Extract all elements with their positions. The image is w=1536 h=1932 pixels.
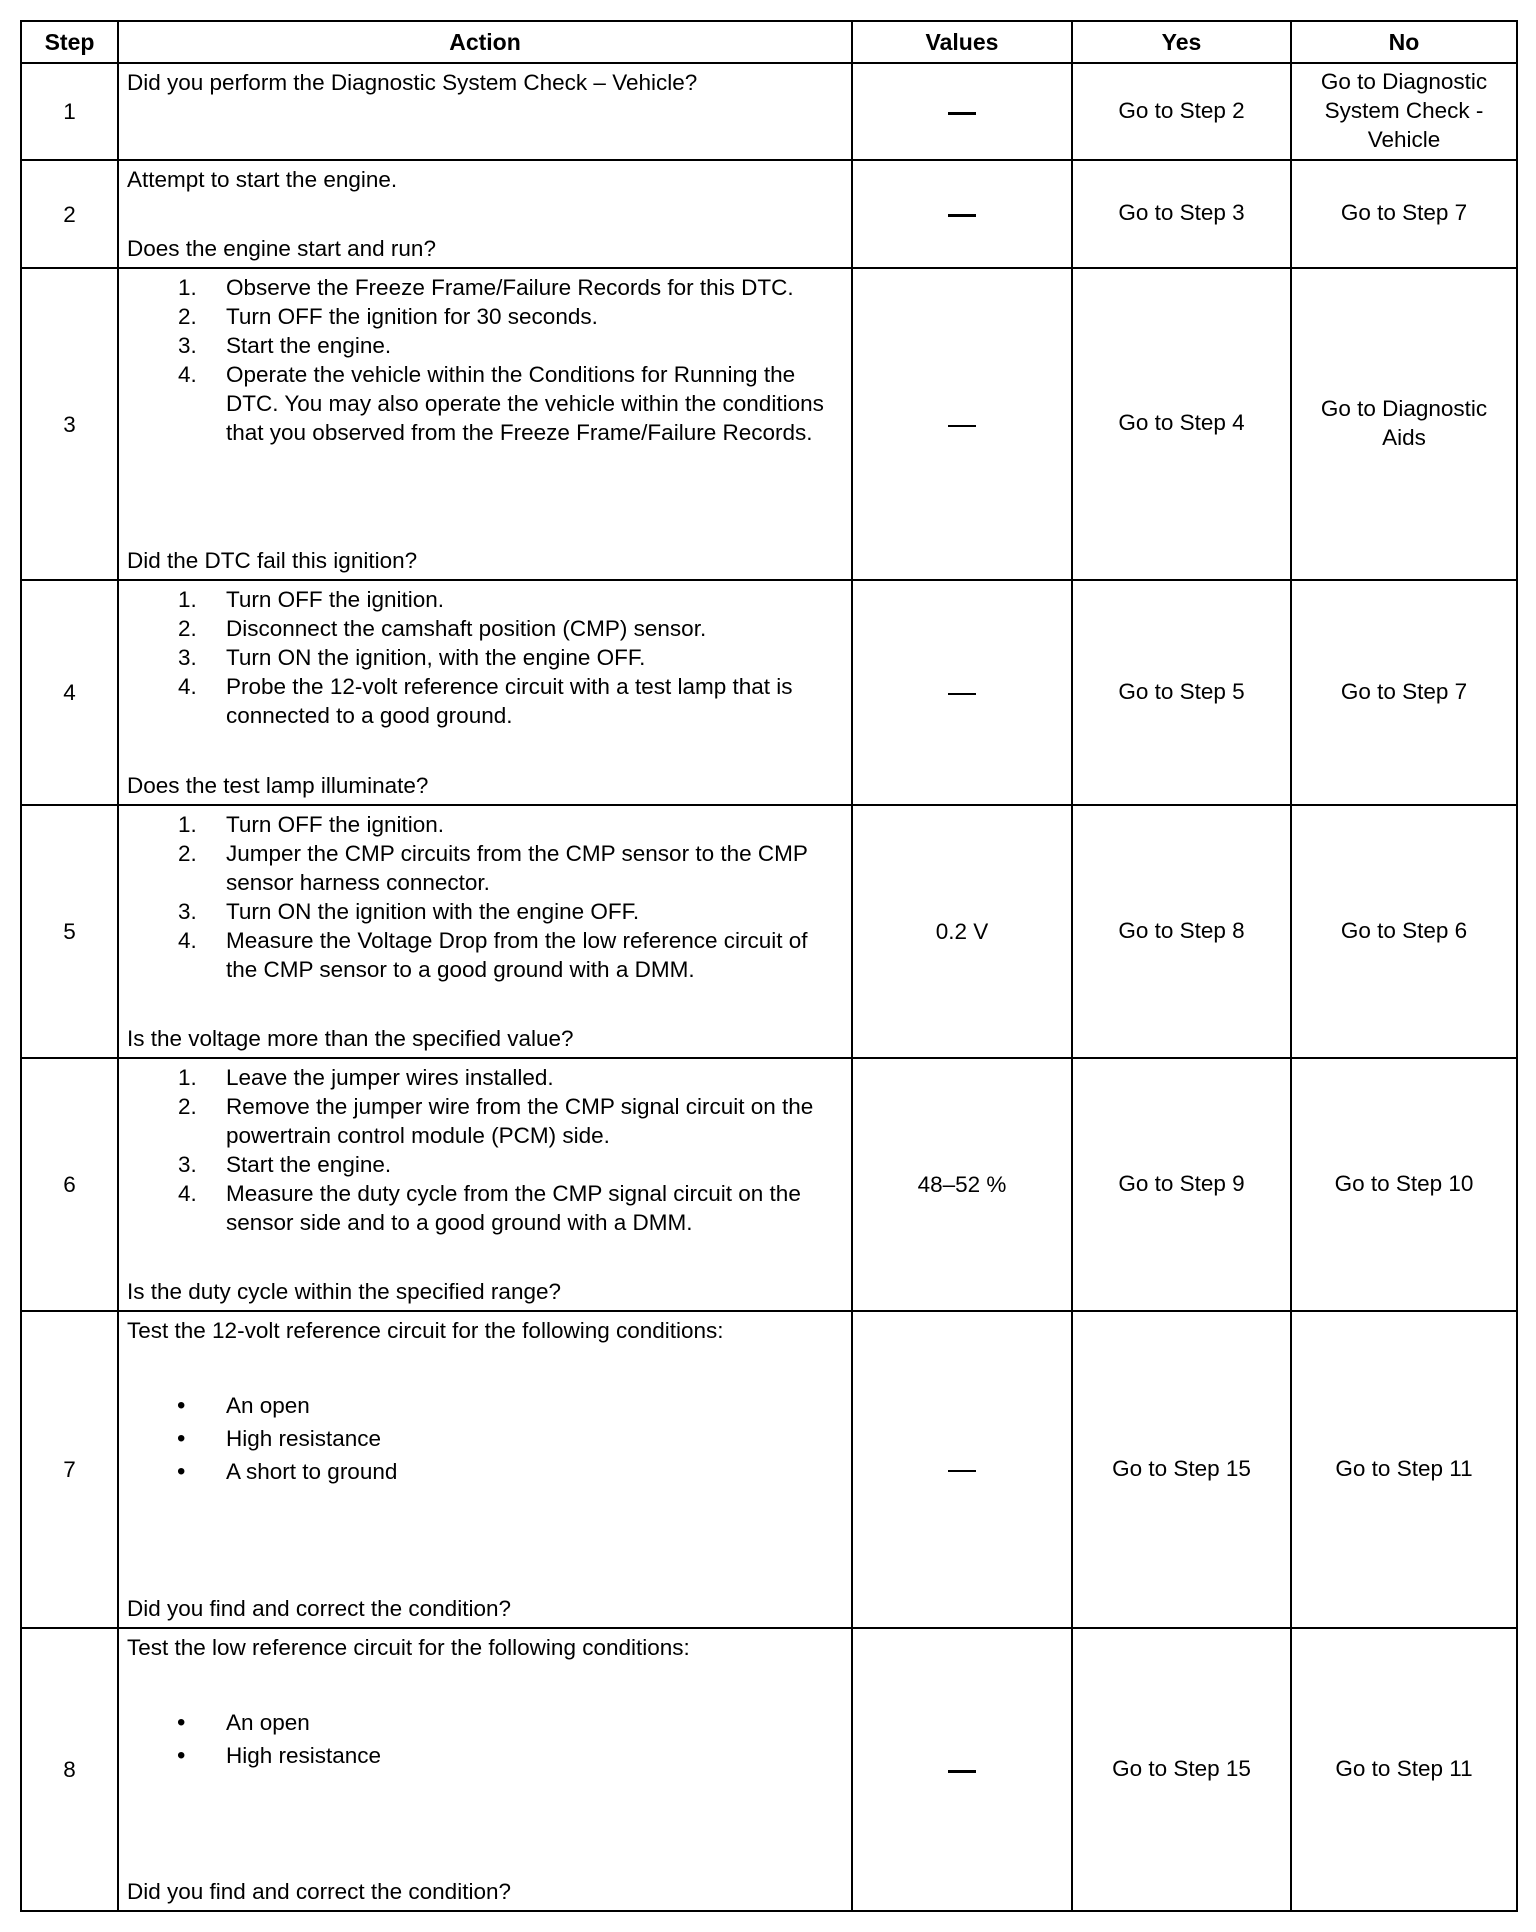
- values-cell: 0.2 V: [852, 805, 1072, 1058]
- values-cell: [852, 1311, 1072, 1628]
- step-number: 6: [21, 1058, 118, 1311]
- table-row-step-1: [21, 63, 1517, 160]
- substep-list: [127, 1063, 843, 1237]
- yes-cell: [1072, 1628, 1291, 1911]
- list-item: • An open: [127, 1706, 843, 1739]
- values-cell: [852, 63, 1072, 160]
- no-cell: [1291, 63, 1517, 160]
- header-values: Values: [852, 21, 1072, 63]
- list-item: 1. Turn OFF the ignition.: [178, 812, 445, 837]
- list-item: 3. Turn ON the ignition with the engine OFF.: [178, 899, 640, 924]
- no-cell: [1291, 1628, 1517, 1911]
- list-item: 3. Start the engine.: [178, 333, 392, 358]
- no-link[interactable]: Go to Diagnostic Aids: [1320, 395, 1488, 450]
- table-row-step-3: [21, 268, 1517, 580]
- diagnostic-table: [20, 20, 1518, 1912]
- action-cell: [118, 160, 852, 268]
- list-item: • An open: [127, 1389, 843, 1422]
- header-action: Action: [118, 21, 852, 63]
- header-yes: Yes: [1072, 21, 1291, 63]
- yes-link[interactable]: Go to Step 9: [1118, 1170, 1245, 1196]
- header-no: No: [1291, 21, 1517, 63]
- action-question: Did you find and correct the condition?: [127, 1596, 511, 1621]
- table-row-step-2: [21, 160, 1517, 268]
- yes-link[interactable]: Go to Step 3: [1118, 200, 1245, 225]
- list-item: 2. Remove the jumper wire from the CMP signal circuit on the powertrain control module (PCM) side.: [178, 1094, 814, 1148]
- header-step: Step: [21, 21, 118, 63]
- step-number: 3: [21, 268, 118, 580]
- step-number: 4: [21, 580, 118, 805]
- yes-link[interactable]: Go to Step 8: [1118, 917, 1245, 943]
- values-cell: [852, 268, 1072, 580]
- no-link[interactable]: Go to Step 11: [1335, 1455, 1473, 1481]
- values-cell: [852, 160, 1072, 268]
- yes-link[interactable]: Go to Step 2: [1118, 97, 1245, 123]
- values-dash: [948, 425, 976, 427]
- list-item: 4. Measure the Voltage Drop from the low reference circuit of the CMP sensor to a good ground with a DMM.: [178, 928, 808, 982]
- list-item: 4. Operate the vehicle within the Conditions for Running the DTC. You may also operate the vehicle within the conditions that you observed from the Freeze Frame/Failure Records.: [178, 362, 824, 445]
- yes-cell: [1072, 580, 1291, 805]
- substep-list: [127, 273, 843, 447]
- condition-list: [127, 1389, 843, 1488]
- action-cell: [118, 268, 852, 580]
- values-dash: [948, 1470, 976, 1472]
- yes-link[interactable]: Go to Step 15: [1112, 1755, 1251, 1781]
- action-question: Is the duty cycle within the specified range?: [127, 1279, 561, 1304]
- no-link[interactable]: Go to Step 6: [1340, 917, 1468, 943]
- action-question: Did you find and correct the condition?: [127, 1879, 511, 1904]
- no-cell: [1291, 160, 1517, 268]
- list-item: 4. Probe the 12-volt reference circuit with a test lamp that is connected to a good ground.: [178, 674, 793, 728]
- no-cell: [1291, 268, 1517, 580]
- list-item: 1. Observe the Freeze Frame/Failure Records for this DTC.: [178, 275, 794, 300]
- step-number: 2: [21, 160, 118, 268]
- no-link[interactable]: Go to Step 11: [1335, 1755, 1473, 1781]
- values-dash: [948, 112, 976, 115]
- action-cell: [118, 1058, 852, 1311]
- action-cell: [118, 805, 852, 1058]
- action-cell: [118, 580, 852, 805]
- yes-cell: [1072, 805, 1291, 1058]
- action-intro: Test the 12-volt reference circuit for the following conditions:: [127, 1318, 724, 1343]
- no-cell: [1291, 805, 1517, 1058]
- action-question: Did you perform the Diagnostic System Check – Vehicle?: [127, 70, 698, 95]
- list-item: 2. Jumper the CMP circuits from the CMP sensor to the CMP sensor harness connector.: [178, 841, 808, 895]
- values-dash: [948, 1770, 976, 1773]
- action-cell: [118, 63, 852, 160]
- list-item: 3. Turn ON the ignition, with the engine OFF.: [178, 645, 646, 670]
- yes-link[interactable]: Go to Step 15: [1112, 1455, 1251, 1481]
- values-cell: [852, 1628, 1072, 1911]
- values-cell: 48–52 %: [852, 1058, 1072, 1311]
- yes-cell: [1072, 268, 1291, 580]
- values-dash: [948, 214, 976, 217]
- step-number: 5: [21, 805, 118, 1058]
- yes-cell: [1072, 63, 1291, 160]
- yes-link[interactable]: Go to Step 5: [1118, 678, 1245, 704]
- values-dash: [948, 693, 976, 695]
- action-intro: Attempt to start the engine.: [127, 167, 398, 192]
- action-question: Does the engine start and run?: [127, 236, 436, 261]
- list-item: 3. Start the engine.: [178, 1152, 392, 1177]
- no-link[interactable]: Go to Step 7: [1340, 200, 1468, 225]
- action-question: Does the test lamp illuminate?: [127, 773, 429, 798]
- yes-cell: [1072, 160, 1291, 268]
- no-cell: [1291, 580, 1517, 805]
- no-link[interactable]: Go to Diagnostic System Check - Vehicle: [1320, 69, 1488, 152]
- yes-cell: [1072, 1311, 1291, 1628]
- list-item: 1. Turn OFF the ignition.: [178, 587, 445, 612]
- no-link[interactable]: Go to Step 10: [1334, 1170, 1474, 1196]
- table-row-step-4: [21, 580, 1517, 805]
- table-row-step-6: [21, 1058, 1517, 1311]
- yes-cell: [1072, 1058, 1291, 1311]
- list-item: • High resistance: [127, 1422, 843, 1455]
- substep-list: [127, 810, 843, 984]
- table-row-step-8: [21, 1628, 1517, 1911]
- table-row-step-5: [21, 805, 1517, 1058]
- list-item: 2. Turn OFF the ignition for 30 seconds.: [178, 304, 598, 329]
- list-item: • A short to ground: [127, 1455, 843, 1488]
- no-cell: [1291, 1311, 1517, 1628]
- header-row: [21, 21, 1517, 63]
- substep-list: [127, 585, 843, 730]
- step-number: 8: [21, 1628, 118, 1911]
- values-cell: [852, 580, 1072, 805]
- no-cell: [1291, 1058, 1517, 1311]
- list-item: 1. Leave the jumper wires installed.: [178, 1065, 554, 1090]
- condition-list: [127, 1706, 843, 1772]
- table-row-step-7: [21, 1311, 1517, 1628]
- action-question: Is the voltage more than the specified value?: [127, 1026, 574, 1051]
- no-link[interactable]: Go to Step 7: [1340, 678, 1468, 704]
- list-item: 4. Measure the duty cycle from the CMP signal circuit on the sensor side and to a good ground with a DMM.: [178, 1181, 801, 1235]
- action-question: Did the DTC fail this ignition?: [127, 548, 418, 573]
- step-number: 1: [21, 63, 118, 160]
- yes-link[interactable]: Go to Step 4: [1118, 410, 1245, 435]
- step-number: 7: [21, 1311, 118, 1628]
- action-cell: [118, 1311, 852, 1628]
- action-intro: Test the low reference circuit for the following conditions:: [127, 1635, 690, 1660]
- list-item: 2. Disconnect the camshaft position (CMP) sensor.: [178, 616, 707, 641]
- action-cell: [118, 1628, 852, 1911]
- list-item: • High resistance: [127, 1739, 843, 1772]
